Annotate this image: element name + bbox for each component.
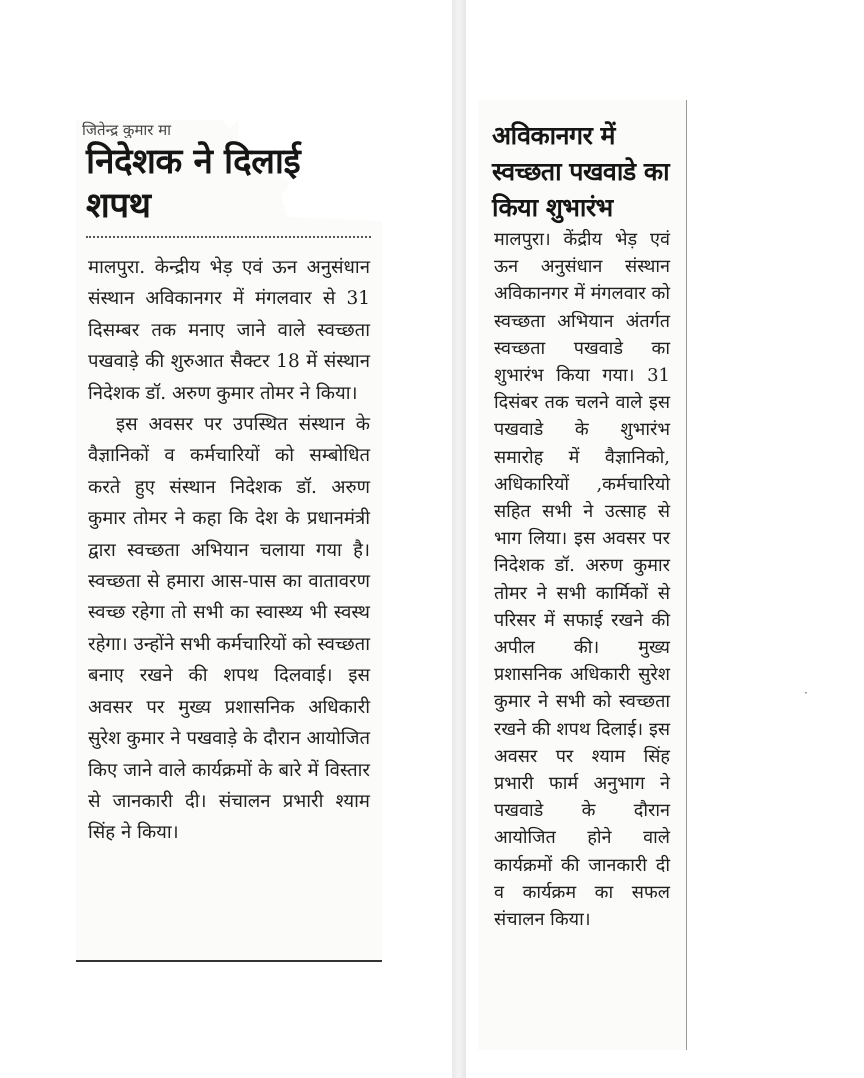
left-headline: निदेशक ने दिलाई शपथ [86,142,301,226]
stray-top-text: जितेन्द्र कुमार मा [82,121,172,138]
left-article-body [88,252,370,849]
left-paragraph-2: इस अवसर पर उपस्थित संस्थान के वैज्ञानिकों व कर्मचारियों को सम्बोधित करते हुए संस्थान निदेशक डॉ. अरुण कुमार तोमर ने कहा कि देश के प्रधानमंत्री द्वारा स्वच्छता अभियान चलाया गया है। स्वच्छता से हमारा आस-पास का वातावरण स्वच्छ रहेगा तो सभी का स्वास्थ्य भी स्वस्थ रहेगा। उन्होंने सभी कर्मचारियों को स्वच्छता बनाए रखने की शपथ दिलवाई। इस अवसर पर मुख्य प्रशासनिक अधिकारी सुरेश कुमार ने पखवाड़े के दौरान आयोजित किए जाने वाले कार्यक्रमों के बारे में विस्तार से जानकारी दी। संचालन प्रभारी श्याम सिंह ने किया। [88,414,370,844]
right-article-body: मालपुरा। केंद्रीय भेड़ एवं ऊन अनुसंधान संस्थान अविकानगर में मंगलवार को स्वच्छता अभियान अंतर्गत स्वच्छता पखवाडे का शुभारंभ किया गया। 31 दिसंबर तक चलने वाले इस पखवाडे के शुभारंभ समारोह में वैज्ञानिको, अधिकारियों ,कर्मचारियो सहित सभी ने उत्साह से भाग लिया। इस अवसर पर निदेशक डॉ. अरुण कुमार तोमर ने सभी कार्मिकों से परिसर में सफाई रखने की अपील की। मुख्य प्रशासनिक अधिकारी सुरेश कुमार ने सभी को स्वच्छता रखने की शपथ दिलाई। इस अवसर पर श्याम सिंह प्रभारी फार्म अनुभाग ने पखवाडे के दौरान आयोजित होने वाले कार्यक्रमों की जानकारी दी व कार्यक्रम का सफल संचालन किया। [494,229,670,931]
left-paragraph-1: मालपुरा. केन्द्रीय भेड़ एवं ऊन अनुसंधान संस्थान अविकानगर में मंगलवार से 31 दिसम्बर तक मनाए जाने वाले स्वच्छता पखवाड़े की शुरुआत सैक्टर 18 में संस्थान निदेशक डॉ. अरुण कुमार तोमर ने किया। [88,257,370,404]
right-headline: अविकानगर में स्वच्छता पखवाडे का किया शुभारंभ [492,121,670,222]
scan-speck: · [804,686,808,700]
scan-fold-strip [452,0,466,1078]
dotted-divider [86,236,371,238]
